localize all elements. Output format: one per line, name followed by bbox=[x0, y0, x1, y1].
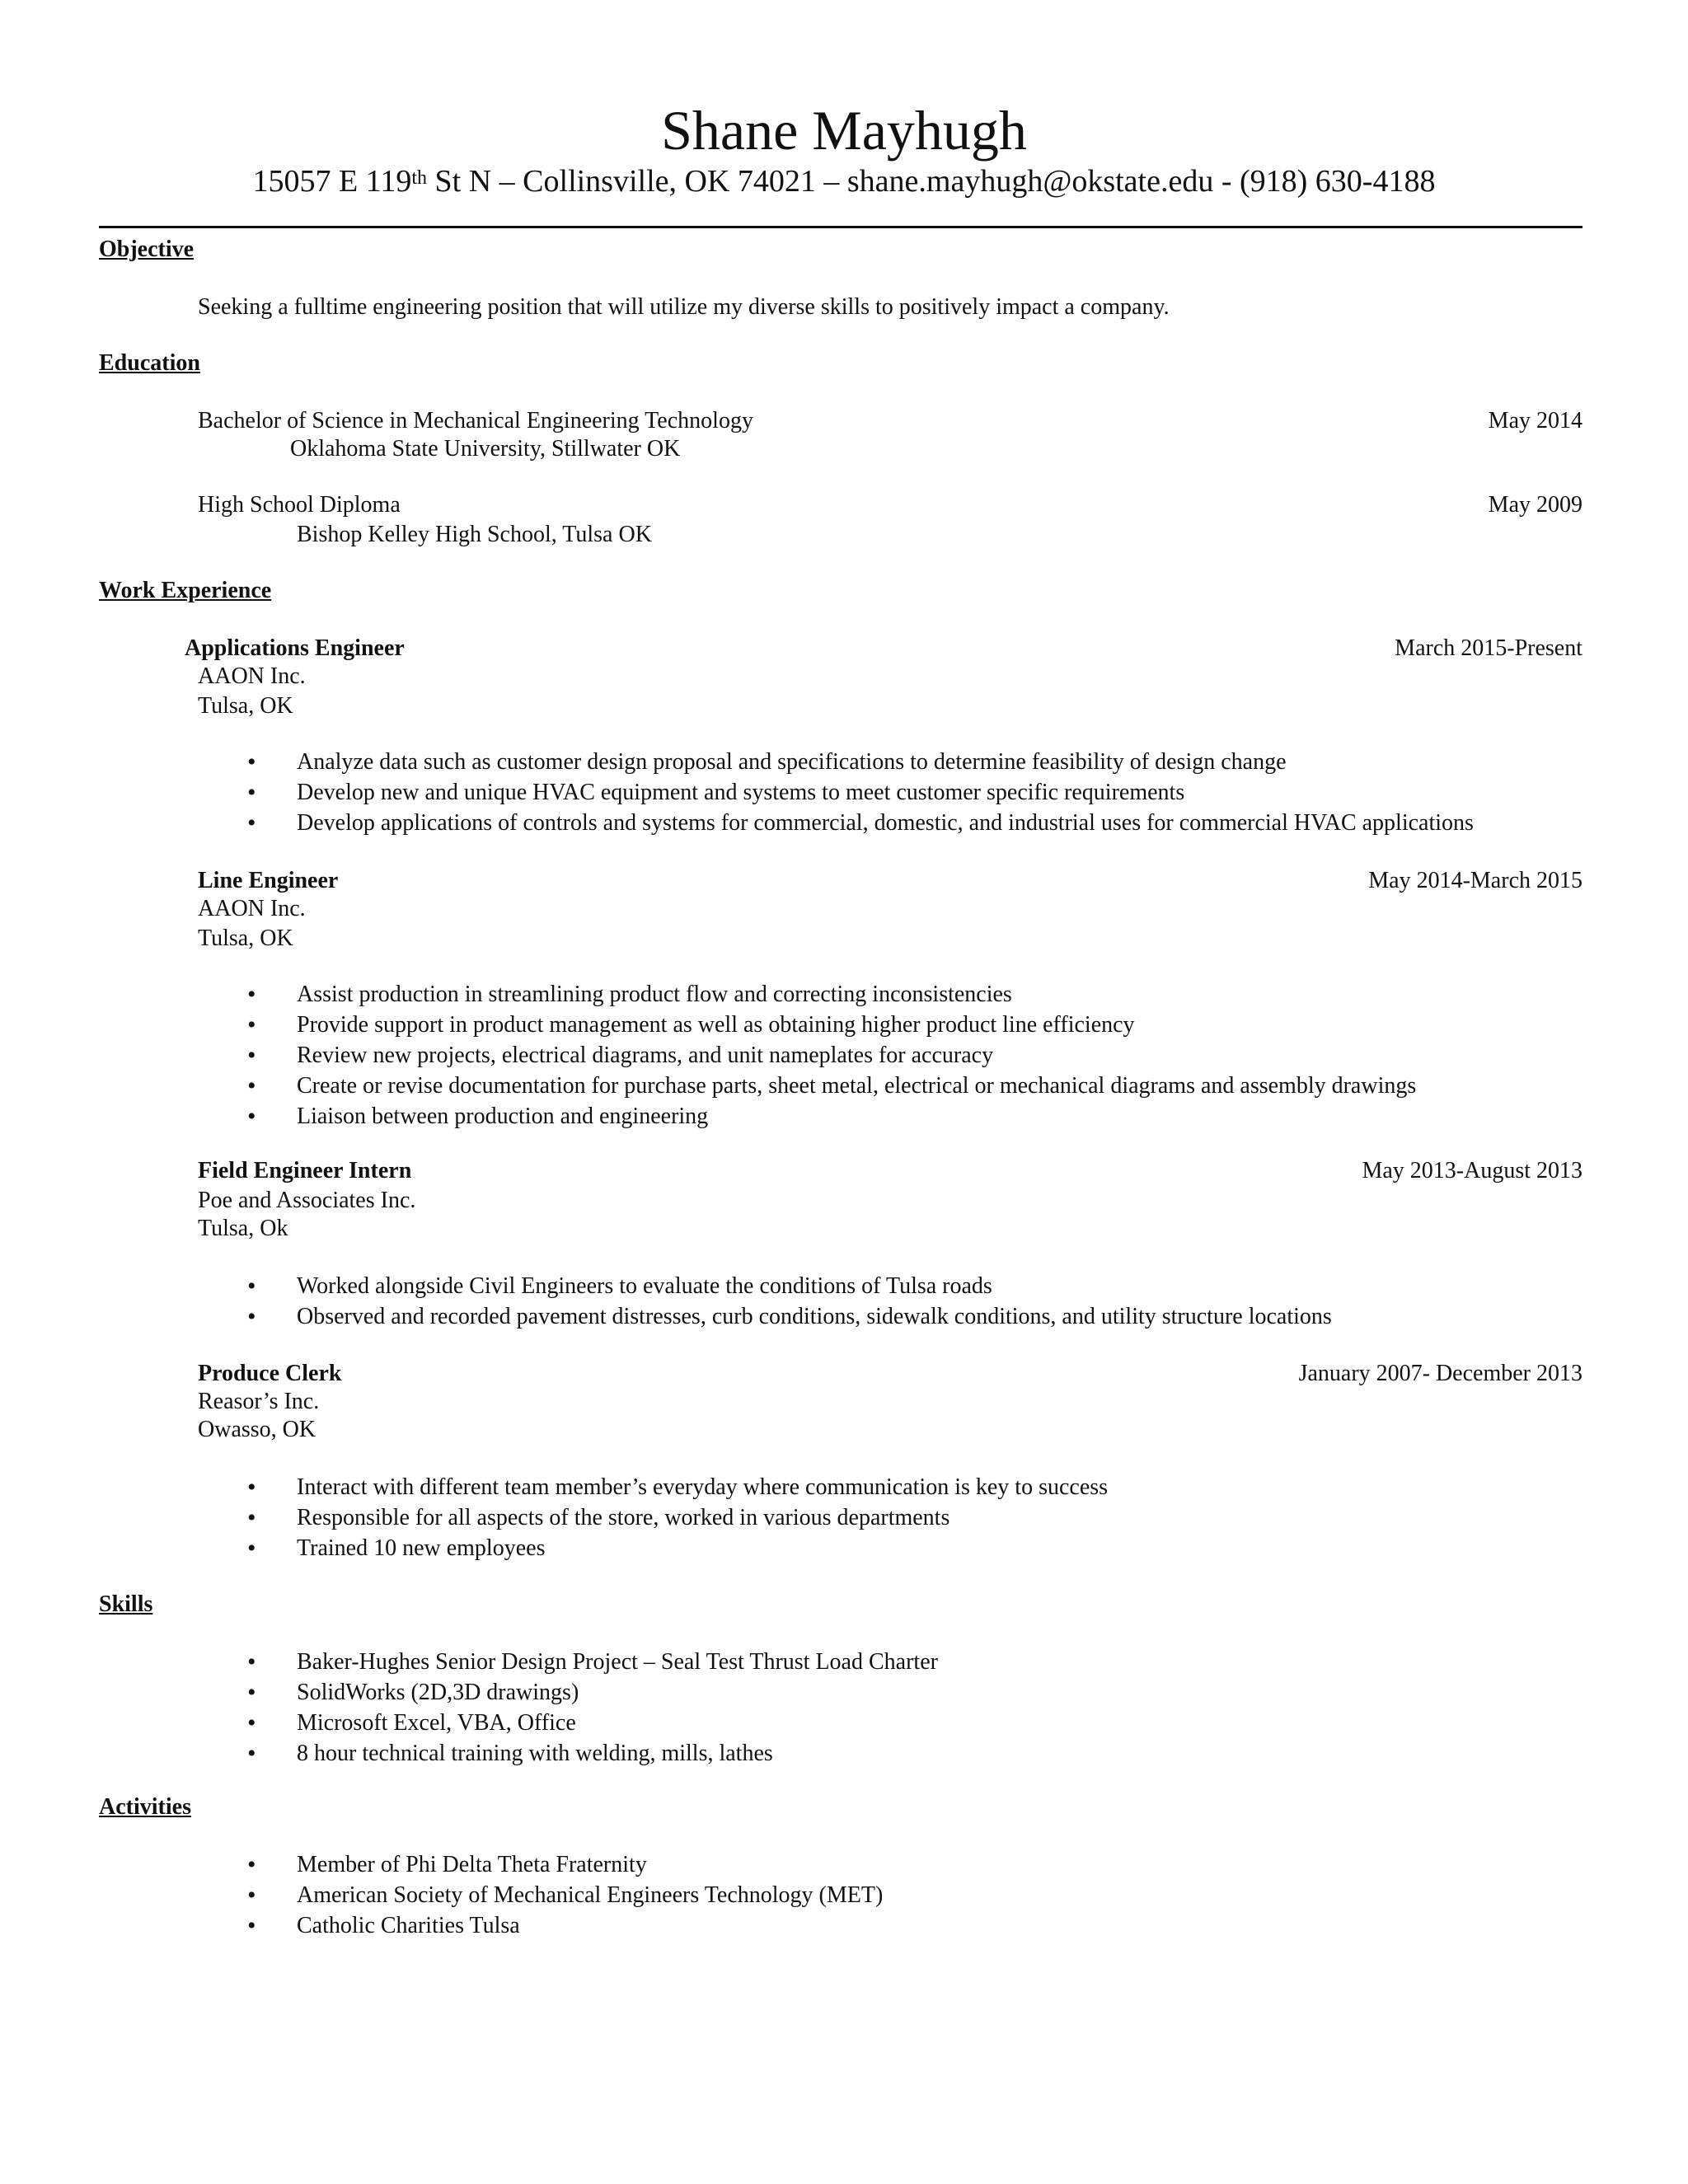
job-bullet: • Review new projects, electrical diagrams, and unit nameplates for accuracy bbox=[247, 1042, 1416, 1072]
job-company: AAON Inc. bbox=[198, 663, 306, 689]
job-bullet: • Provide support in product management as well as obtaining higher product line efficiency bbox=[247, 1011, 1416, 1042]
education-degree: High School Diploma bbox=[198, 492, 401, 518]
job-bullet: • Interact with different team member’s everyday where communication is key to success bbox=[247, 1474, 1108, 1504]
job-title: Produce Clerk bbox=[198, 1361, 342, 1386]
education-date: May 2009 bbox=[1488, 492, 1582, 518]
header-divider bbox=[99, 226, 1582, 228]
job-date: May 2014-March 2015 bbox=[1368, 868, 1582, 893]
contact-line bbox=[0, 162, 1688, 201]
skills-heading: Skills bbox=[99, 1591, 153, 1617]
activities-list bbox=[247, 1851, 883, 1943]
skill-item: • 8 hour technical training with welding, mills, lathes bbox=[247, 1740, 938, 1770]
job-date: March 2015-Present bbox=[1395, 635, 1582, 661]
job-title: Field Engineer Intern bbox=[198, 1158, 412, 1183]
candidate-name: Shane Mayhugh bbox=[661, 99, 1027, 162]
job-company: AAON Inc. bbox=[198, 896, 306, 921]
address-rest: St N – Collinsville, OK 74021 – shane.mayhugh@okstate.edu - (918) 630-4188 bbox=[427, 164, 1436, 199]
job-location: Tulsa, Ok bbox=[198, 1216, 288, 1241]
job-location: Tulsa, OK bbox=[198, 926, 293, 951]
activity-item: • Member of Phi Delta Theta Fraternity bbox=[247, 1851, 883, 1882]
job-bullet: • Worked alongside Civil Engineers to evaluate the conditions of Tulsa roads bbox=[247, 1272, 1332, 1303]
job-bullet: • Create or revise documentation for purchase parts, sheet metal, electrical or mechanical diagrams and assembly drawings bbox=[247, 1072, 1416, 1103]
job-bullet: • Observed and recorded pavement distresses, curb conditions, sidewalk conditions, and utility structure locations bbox=[247, 1303, 1332, 1333]
job-bullet: • Assist production in streamlining product flow and correcting inconsistencies bbox=[247, 981, 1416, 1011]
activities-heading: Activities bbox=[99, 1794, 191, 1820]
job-bullet: • Liaison between production and engineering bbox=[247, 1103, 1416, 1133]
job-title: Applications Engineer bbox=[185, 635, 405, 661]
education-degree: Bachelor of Science in Mechanical Engineering Technology bbox=[198, 408, 753, 434]
job-date: May 2013-August 2013 bbox=[1362, 1158, 1582, 1183]
objective-heading: Objective bbox=[99, 237, 195, 262]
job-bullet: • Responsible for all aspects of the store, worked in various departments bbox=[247, 1504, 1108, 1535]
skills-list bbox=[247, 1648, 938, 1770]
education-school: Bishop Kelley High School, Tulsa OK bbox=[297, 522, 652, 547]
activity-item: • Catholic Charities Tulsa bbox=[247, 1912, 883, 1943]
education-date: May 2014 bbox=[1488, 408, 1582, 434]
job-date: January 2007- December 2013 bbox=[1298, 1361, 1582, 1386]
address-ordinal: th bbox=[411, 167, 428, 189]
job-title: Line Engineer bbox=[198, 868, 339, 893]
activity-item: • American Society of Mechanical Engineers Technology (MET) bbox=[247, 1882, 883, 1912]
job-bullet: • Analyze data such as customer design proposal and specifications to determine feasibility of design change bbox=[247, 748, 1474, 779]
skill-item: • SolidWorks (2D,3D drawings) bbox=[247, 1679, 938, 1709]
job-bullet-list bbox=[247, 1272, 1332, 1333]
job-company: Reasor’s Inc. bbox=[198, 1389, 320, 1414]
education-school: Oklahoma State University, Stillwater OK bbox=[290, 436, 681, 462]
skill-item: • Baker-Hughes Senior Design Project – Seal Test Thrust Load Charter bbox=[247, 1648, 938, 1679]
address-street: 15057 E 119 bbox=[252, 164, 412, 199]
objective-text: Seeking a fulltime engineering position that will utilize my diverse skills to positively impact a company. bbox=[198, 294, 1170, 320]
job-bullet-list bbox=[247, 748, 1474, 840]
job-bullet: • Develop applications of controls and systems for commercial, domestic, and industrial uses for commercial HVAC applications bbox=[247, 809, 1474, 840]
job-company: Poe and Associates Inc. bbox=[198, 1188, 416, 1213]
job-bullet: • Trained 10 new employees bbox=[247, 1535, 1108, 1565]
job-bullet: • Develop new and unique HVAC equipment and systems to meet customer specific requirements bbox=[247, 779, 1474, 809]
education-heading: Education bbox=[99, 350, 200, 376]
job-location: Owasso, OK bbox=[198, 1417, 316, 1442]
work-experience-heading: Work Experience bbox=[99, 578, 272, 603]
job-bullet-list bbox=[247, 981, 1416, 1133]
job-bullet-list bbox=[247, 1474, 1108, 1565]
skill-item: • Microsoft Excel, VBA, Office bbox=[247, 1709, 938, 1740]
job-location: Tulsa, OK bbox=[198, 693, 293, 719]
